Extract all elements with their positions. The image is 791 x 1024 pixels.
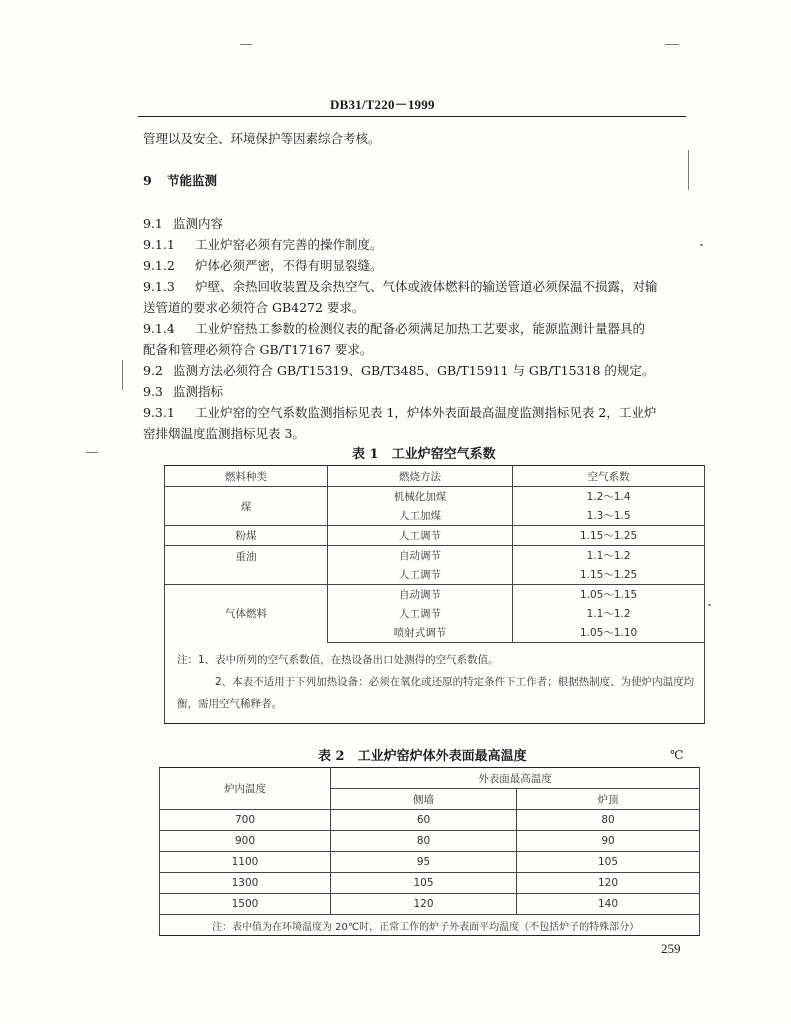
table-row: [160, 852, 700, 873]
clause: [143, 360, 693, 381]
clause-text: 炉壁、余热回收装置及余热空气、气体或液体燃料的输送管道必须保温不损露，对输: [195, 279, 658, 294]
scan-speck: [122, 360, 123, 390]
table2-caption: 表 2 工业炉窑炉体外表面最高温度: [318, 749, 527, 764]
header-rule: [138, 116, 686, 117]
note-line: 注：1、表中所列的空气系数值，在热设备出口处测得的空气系数值。: [177, 654, 499, 666]
table-note: 注：表中值为在环境温度为 20℃时，正常工作的炉子外表面平均温度（不包括炉子的特殊部分）: [160, 915, 700, 936]
method-cell: 机械化加煤: [328, 487, 513, 507]
clause-number: 9.1.1: [143, 237, 175, 252]
method-cell: 喷射式调节: [328, 623, 513, 643]
clause-continuation: [143, 297, 693, 318]
temp-cell: 1500: [160, 894, 331, 915]
clause-text: 炉体必须严密，不得有明显裂缝。: [195, 258, 383, 273]
surface-temperature-table: [159, 767, 700, 936]
fuel-cell: 粉煤: [165, 526, 328, 546]
table-header-row: [165, 466, 705, 487]
clause: [143, 402, 693, 423]
clause-text: 工业炉窑的空气系数监测指标见表 1，炉体外表面最高温度监测指标见表 2，工业炉: [195, 405, 657, 420]
header-cell: 炉顶: [517, 789, 700, 810]
clause-text: 工业炉窑热工参数的检测仪表的配备必须满足加热工艺要求，能源监测计量器具的: [195, 321, 646, 336]
clause-number: 9.2: [143, 363, 163, 378]
table-header-row: [160, 768, 700, 789]
method-cell: 人工调节: [328, 526, 513, 546]
side-wall-cell: 105: [331, 873, 517, 894]
section-title: 节能监测: [167, 173, 218, 188]
clause-number: 9.1: [143, 216, 163, 231]
table1-caption: 表 1 工业炉窑空气系数: [352, 447, 496, 462]
clause-continuation: [143, 339, 693, 360]
clause-text: 窑排烟温度监测指标见表 3。: [143, 426, 305, 441]
air-coefficient-table: [164, 465, 705, 724]
roof-cell: 140: [517, 894, 700, 915]
roof-cell: 120: [517, 873, 700, 894]
paragraph-text: 管理以及安全、环境保护等因素综合考核。: [143, 131, 381, 146]
side-wall-cell: 120: [331, 894, 517, 915]
clause-continuation: [143, 423, 693, 444]
table-row: [160, 810, 700, 831]
section-heading: [143, 170, 693, 191]
header-cell: 炉内温度: [160, 768, 331, 810]
clause-title: 监测内容: [173, 216, 224, 231]
method-cell: 人工调节: [328, 604, 513, 623]
header-group-cell: 外表面最高温度: [331, 768, 700, 789]
method-cell: 人工加煤: [328, 506, 513, 526]
clause-number: 9.3: [143, 384, 163, 399]
roof-cell: 90: [517, 831, 700, 852]
table-row: [165, 546, 705, 566]
value-cell: 1.05～1.15: [513, 585, 705, 605]
section-number: 9: [143, 173, 152, 188]
value-cell: 1.05～1.10: [513, 623, 705, 643]
header-cell: 侧墙: [331, 789, 517, 810]
temp-cell: 1300: [160, 873, 331, 894]
clause-text: 工业炉窑必须有完善的操作制度。: [195, 237, 383, 252]
scan-speck: [688, 150, 689, 190]
value-cell: 1.3～1.5: [513, 506, 705, 526]
table-row: [165, 526, 705, 546]
note-line: 2、本表不适用于下列加热设备：必须在氧化或还原的特定条件下工作者；根据热制度、为使炉内温度均: [215, 676, 695, 688]
table-row: [160, 894, 700, 915]
scan-speck: [86, 452, 98, 453]
header-cell: 燃烧方法: [328, 466, 513, 487]
header-cell: 空气系数: [513, 466, 705, 487]
clause: [143, 318, 693, 339]
paragraph-line: [143, 128, 693, 149]
table-row: [165, 487, 705, 507]
clause-text: 配备和管理必须符合 GB/T17167 要求。: [143, 342, 373, 357]
fuel-cell: 重油: [165, 546, 328, 585]
clause-text: 送管道的要求必须符合 GB4272 要求。: [143, 300, 365, 315]
temp-cell: 1100: [160, 852, 331, 873]
clause-number: 9.1.2: [143, 258, 175, 273]
value-cell: 1.2～1.4: [513, 487, 705, 507]
side-wall-cell: 80: [331, 831, 517, 852]
scan-speck: [700, 244, 703, 246]
method-cell: 自动调节: [328, 546, 513, 566]
clause: [143, 255, 693, 276]
subsection-heading: [143, 381, 693, 402]
scan-speck: [240, 44, 252, 45]
side-wall-cell: 60: [331, 810, 517, 831]
temp-cell: 700: [160, 810, 331, 831]
temp-cell: 900: [160, 831, 331, 852]
table-note-row: [160, 915, 700, 936]
header-cell: 燃料种类: [165, 466, 328, 487]
scan-speck: [708, 604, 711, 606]
table-row: [165, 585, 705, 605]
value-cell: 1.15～1.25: [513, 526, 705, 546]
value-cell: 1.15～1.25: [513, 565, 705, 585]
clause-title: 监测指标: [173, 384, 224, 399]
table2-unit: ℃: [670, 748, 684, 762]
table-note: [165, 643, 705, 724]
clause-number: 9.1.4: [143, 321, 175, 336]
clause-number: 9.1.3: [143, 279, 175, 294]
subsection-heading: [143, 213, 693, 234]
side-wall-cell: 95: [331, 852, 517, 873]
clause-text: 监测方法必须符合 GB/T15319、GB/T3485、GB/T15911 与 GB/T15318 的规定。: [173, 363, 655, 378]
running-header: DB31/T220－1999: [330, 97, 435, 112]
value-cell: 1.1～1.2: [513, 546, 705, 566]
value-cell: 1.1～1.2: [513, 604, 705, 623]
table-note-row: [165, 643, 705, 724]
clause: [143, 234, 693, 255]
method-cell: 人工调节: [328, 565, 513, 585]
table-row: [160, 873, 700, 894]
table-row: [160, 831, 700, 852]
note-line: 衡，需用空气稀释者。: [177, 698, 282, 710]
method-cell: 自动调节: [328, 585, 513, 605]
clause-number: 9.3.1: [143, 405, 175, 420]
page-number: 259: [661, 941, 681, 956]
clause: [143, 276, 693, 297]
roof-cell: 80: [517, 810, 700, 831]
fuel-cell: 气体燃料: [165, 585, 328, 643]
roof-cell: 105: [517, 852, 700, 873]
scan-speck: [665, 44, 679, 45]
fuel-cell: 煤: [165, 487, 328, 526]
